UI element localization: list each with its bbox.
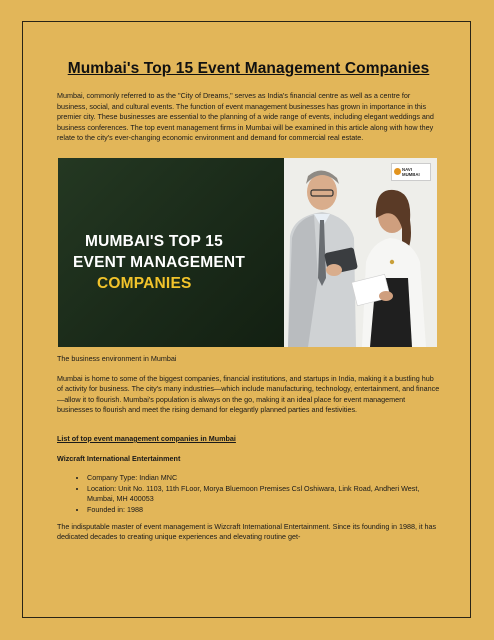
- section-caption: The business environment in Mumbai: [57, 353, 177, 363]
- company-detail-item: • Location: Unit No. 1103, 11th FLoor, Morya Bluemoon Premises Csl Oshiwara, Link Road, Andheri West, Mumbai, MH 400053: [87, 484, 440, 505]
- banner-line-1: MUMBAI'S TOP 15: [85, 232, 223, 250]
- banner-line-2: EVENT MANAGEMENT: [73, 253, 245, 271]
- intro-paragraph: Mumbai, commonly referred to as the "City of Dreams," serves as India's financial centre as well as a centre for business, social, and cultural events. The function of event management businesses has grown in importance in this premier city. These businesses are essential to the planning of a wide range of events, including elegant weddings and business conferences. The top event management firms in Mumbai will be examined in this article along with how they relate to the city's ever-changing economic environment and demand for commercial real estate.: [57, 91, 434, 143]
- company-description: The indisputable master of event management is Wizcraft International Entertainment. Since its founding in 1988, it has dedicated decades to creating unique experiences and elevating routine get-: [57, 521, 437, 542]
- list-heading: List of top event management companies in Mumbai: [57, 433, 236, 443]
- logo-mark-icon: [394, 168, 401, 175]
- document-page: [22, 21, 471, 618]
- business-people-illustration: [284, 158, 437, 347]
- banner-headline: [73, 231, 245, 294]
- banner-line-3: COMPANIES: [97, 274, 192, 292]
- company-name: Wizcraft International Entertainment: [57, 453, 181, 463]
- company-detail-item: • Company Type: Indian MNC: [87, 473, 440, 484]
- business-environment-paragraph: Mumbai is home to some of the biggest companies, financial institutions, and startups in India, making it a bustling hub of activity for business. The city's many industries—which include manufacturing, technology, entertainment, and finance—allow it to flourish. Mumbai's population is always on the go, making it an ideal place for event management businesses to flourish and meet the rising demand for elegantly planned parties and festivities.: [57, 373, 440, 415]
- banner-image: [58, 158, 437, 347]
- page-title: Mumbai's Top 15 Event Management Companies: [67, 60, 430, 77]
- banner-text-panel: [58, 158, 284, 347]
- document-content: [57, 60, 440, 543]
- logo-text: NAVI MUMBAI: [402, 166, 420, 177]
- company-detail-item: • Founded in: 1988: [87, 505, 440, 516]
- company-logo: [391, 163, 431, 181]
- banner-photo-business-people: [284, 158, 437, 347]
- company-details-list: [57, 473, 440, 515]
